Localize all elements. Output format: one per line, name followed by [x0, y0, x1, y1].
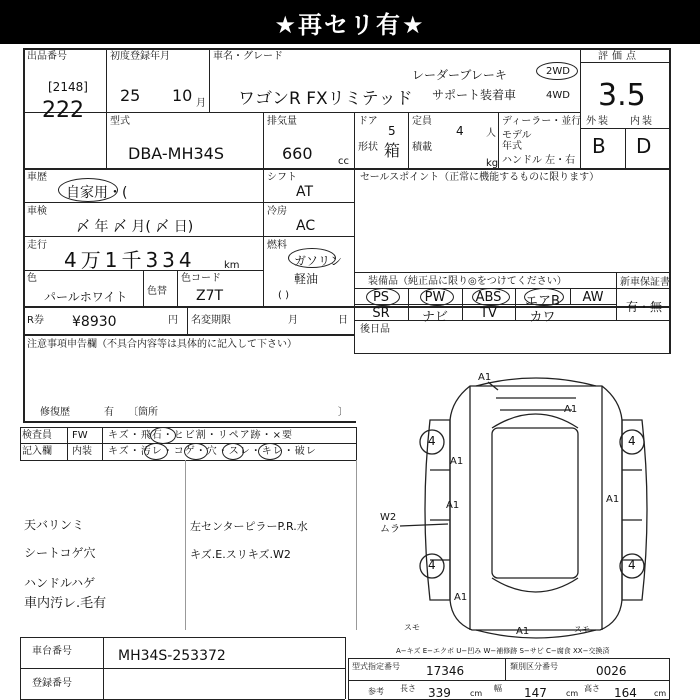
- remark-right-2: キズ.E.スリキズ.W2: [190, 548, 291, 561]
- repair-close: 〕: [338, 407, 348, 418]
- repair-location: 〔箇所: [128, 407, 158, 418]
- ac-label: 冷房: [267, 206, 287, 217]
- score-value: 3.5: [598, 78, 646, 113]
- exterior-value: B: [592, 134, 606, 158]
- remark-3: ハンドルハゲ: [24, 576, 96, 590]
- recycle-value: ¥8930: [72, 314, 117, 330]
- color-value: パールホワイト: [44, 290, 128, 304]
- repair-label: 修復歴: [40, 407, 70, 418]
- dims-len-unit: cm: [470, 689, 483, 698]
- score-label: 評価点: [598, 51, 640, 62]
- model-year-label-2: 年式: [502, 141, 522, 152]
- mark-a1-rear: A1: [516, 626, 530, 637]
- class-value: 0026: [596, 664, 627, 678]
- capacity-value: 4: [456, 124, 464, 138]
- fuel-label: 燃料: [267, 240, 287, 251]
- dims-hei-unit: cm: [654, 689, 667, 698]
- inspector-label-2: 記入欄: [22, 446, 52, 457]
- equipment-label: 装備品（純正品に限り◎をつけてください）: [368, 276, 567, 287]
- fuel-diesel: 軽油: [294, 272, 319, 286]
- warranty-value: 有・無: [626, 300, 663, 314]
- inspector-circle-5: [258, 443, 282, 460]
- tire-rl: 4: [428, 558, 436, 572]
- dims-ref: 参考: [368, 687, 384, 696]
- doors-label: ドア: [358, 116, 378, 127]
- equip-abs-circle: [472, 288, 510, 306]
- model-name: ワゴンR FXリミテッド: [238, 89, 413, 109]
- type-value: DBA-MH34S: [128, 144, 225, 163]
- dims-wid-unit: cm: [566, 689, 579, 698]
- period-label: 名変期限: [191, 315, 231, 326]
- mark-smo-left: スモ: [404, 623, 420, 632]
- dims-hei-label: 高さ: [584, 684, 600, 693]
- inspector-circle-2: [144, 443, 168, 460]
- drive-4wd: 4WD: [546, 90, 570, 101]
- mark-a1-left-rear: A1: [454, 592, 468, 603]
- mark-smo-right: スモ: [574, 625, 590, 634]
- dims-wid-label: 幅: [494, 684, 502, 693]
- interior-value: D: [636, 134, 652, 158]
- inspection-value: 〆 年 〆 月( 〆 日): [76, 219, 194, 235]
- warranty-label: 新車保証書: [620, 277, 670, 288]
- equip-pw-circle: [420, 288, 454, 306]
- doors-value: 5: [388, 124, 396, 138]
- shift-label: シフト: [267, 172, 297, 183]
- type-designation-label: 型式指定番号: [352, 662, 400, 671]
- class-label: 類別区分番号: [510, 662, 558, 671]
- chassis-value: MH34S-253372: [118, 648, 226, 664]
- inspector-row2-head: 内装: [72, 446, 92, 457]
- tire-rr: 4: [628, 558, 636, 572]
- color-code-value: Z7T: [196, 288, 224, 304]
- inspector-circle-1: [150, 427, 176, 444]
- type-designation-value: 17346: [426, 664, 465, 678]
- fuel-other: ( ): [278, 290, 289, 301]
- recycle-unit: 円: [168, 315, 178, 326]
- first-reg-label: 初度登録年月: [110, 51, 170, 62]
- dealer-label: ディーラー・並行: [502, 116, 582, 127]
- inspector-row1: キズ・飛石・ヒビ割・リペア跡・×要: [108, 430, 293, 441]
- interior-label: 内装: [630, 116, 654, 127]
- inspector-circle-3: [184, 443, 208, 460]
- color-change-label: 色替: [147, 286, 167, 297]
- mark-mura: ムラ: [380, 524, 400, 535]
- mark-a1-right: A1: [606, 494, 620, 505]
- shape-value: 箱: [384, 141, 401, 160]
- type-label: 型式: [110, 116, 130, 127]
- equip-airbag-circle: [524, 288, 564, 306]
- lot-label: 出品番号: [27, 51, 67, 62]
- remark-right-1: 左センターピラーP.R.水: [190, 520, 308, 533]
- dims-hei: 164: [614, 686, 637, 700]
- drive-circle: [536, 62, 578, 80]
- tire-fr: 4: [628, 434, 636, 448]
- equip-airbag: エアB: [525, 294, 560, 309]
- lot-number: 222: [42, 98, 84, 123]
- dims-wid: 147: [524, 686, 547, 700]
- color-label: 色: [27, 273, 37, 284]
- equip-sr: SR: [372, 306, 390, 321]
- remark-2: シートコゲ穴: [24, 546, 96, 560]
- mark-a1-hood: A1: [564, 404, 578, 415]
- shift-value: AT: [296, 184, 314, 200]
- load-label: 積載: [412, 142, 432, 153]
- equip-navi: ナビ: [421, 310, 448, 325]
- shape-label: 形状: [358, 142, 378, 153]
- equip-leather: カワ: [529, 310, 556, 325]
- mark-a1-left-front: A1: [450, 456, 464, 467]
- usage-label: 車歴: [27, 172, 47, 183]
- first-reg-month: 10: [172, 86, 193, 105]
- remark-4: 車内汚レ.毛有: [24, 596, 107, 611]
- inspector-label-1: 検査員: [22, 430, 52, 441]
- equip-pw: PW: [424, 290, 446, 305]
- displacement-unit: cc: [338, 156, 349, 167]
- equip-ps: PS: [372, 290, 390, 305]
- fuel-circle: [288, 248, 336, 268]
- tire-fl: 4: [428, 434, 436, 448]
- inspector-row1-head: FW: [72, 430, 88, 441]
- notes-label: 注意事項申告欄（不具合内容等は具体的に記入して下さい）: [27, 339, 297, 350]
- registration-label: 登録番号: [32, 678, 72, 689]
- displacement-label: 排気量: [267, 116, 297, 127]
- mark-a1-left-mid: A1: [446, 500, 460, 511]
- mileage-value: 4万1千334: [64, 248, 196, 272]
- remark-1: 天バリンミ: [24, 518, 85, 532]
- mileage-unit: km: [224, 260, 240, 271]
- equip-aw: AW: [582, 290, 604, 305]
- mileage-label: 走行: [27, 240, 47, 251]
- diagram-legend: A−キズ E−エクボ U−凹み W−補修跡 S−サビ C−腐食 XX−交換済: [396, 647, 610, 655]
- sales-point-label: セールスポイント（正常に機能するものに限ります）: [360, 172, 600, 183]
- dims-len-label: 長さ: [400, 684, 416, 693]
- chassis-label: 車台番号: [32, 646, 72, 657]
- inspector-circle-4: [222, 443, 244, 460]
- model-grade-label: 車名・グレード: [213, 51, 283, 62]
- equip-tv: TV: [480, 306, 497, 321]
- inspection-label: 車検: [27, 206, 47, 217]
- model-note-2: サポート装着車: [432, 88, 517, 102]
- displacement-value: 660: [282, 144, 313, 163]
- lot-bracket: [2148]: [48, 80, 88, 94]
- load-unit: kg: [486, 158, 499, 169]
- mark-a1-front: A1: [478, 372, 492, 383]
- repair-value: 有: [104, 407, 114, 418]
- capacity-unit: 人: [486, 128, 496, 139]
- mark-w2: W2: [380, 512, 397, 523]
- equip-abs: ABS: [475, 290, 502, 305]
- color-code-label: 色コード: [181, 273, 221, 284]
- first-reg-month-suffix: 月: [196, 98, 206, 109]
- fuel-gasoline: ガソリン: [294, 254, 343, 268]
- banner: ★再セリ有★: [0, 0, 700, 44]
- ac-value: AC: [296, 218, 316, 234]
- recycle-label: R券: [27, 315, 44, 326]
- inspector-row2: キズ・汚レ・コゲ・穴・スレ・キレ・破レ: [108, 446, 317, 457]
- exterior-label: 外装: [586, 116, 610, 127]
- equip-ps-circle: [366, 288, 400, 306]
- dims-len: 339: [428, 686, 451, 700]
- model-year-label-1: モデル: [502, 130, 532, 141]
- handle-label: ハンドル 左・右: [502, 155, 576, 166]
- usage-circle: [58, 178, 118, 202]
- postfix-label: 後日品: [360, 324, 390, 335]
- drive-2wd: 2WD: [546, 66, 570, 77]
- usage-value: 自家用・(: [66, 185, 128, 201]
- period-month: 月: [288, 315, 298, 326]
- capacity-label: 定員: [412, 116, 432, 127]
- period-day: 日: [338, 315, 348, 326]
- model-note-1: レーダーブレーキ: [412, 68, 507, 82]
- first-reg-year: 25: [120, 86, 141, 105]
